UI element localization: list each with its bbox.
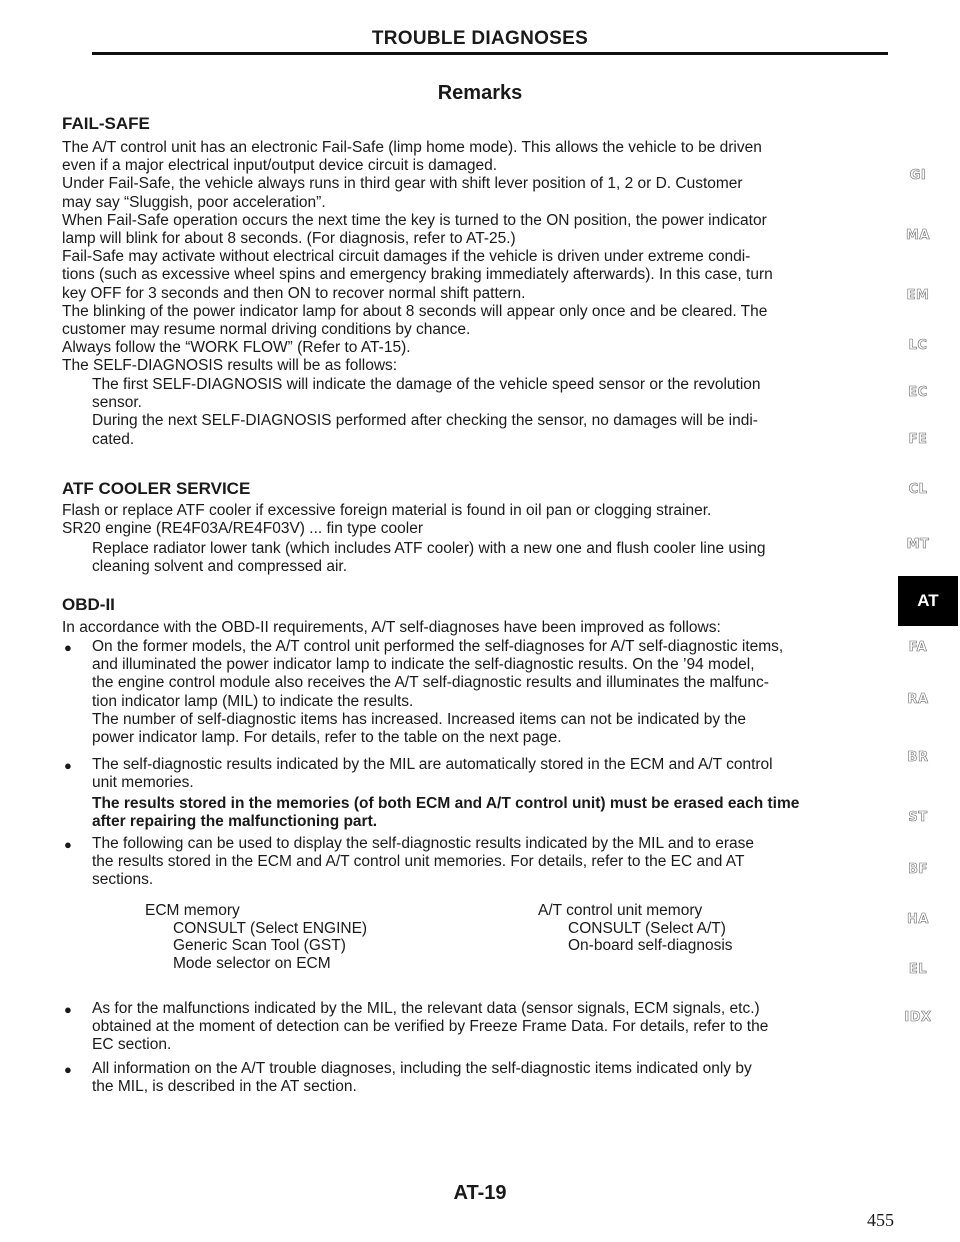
- side-tab-el[interactable]: EL: [908, 962, 928, 977]
- text-line: the results stored in the ECM and A/T control unit memories. For details, refer to the EC and AT: [92, 853, 745, 871]
- side-tab-idx[interactable]: IDX: [904, 1010, 932, 1025]
- text-line: power indicator lamp. For details, refer to the table on the next page.: [92, 729, 562, 747]
- side-tab-lc[interactable]: LC: [908, 338, 928, 353]
- column-heading: A/T control unit memory: [538, 902, 703, 919]
- text-line: customer may resume normal driving conditions by chance.: [62, 321, 471, 339]
- page-header-title: TROUBLE DIAGNOSES: [371, 28, 589, 49]
- obd2-bullet-1: [92, 638, 895, 747]
- text-line: The blinking of the power indicator lamp for about 8 seconds will appear only once and be cleared. The: [62, 302, 768, 320]
- side-tab-ma[interactable]: MA: [906, 228, 930, 243]
- atf-cooler-body: [62, 502, 895, 538]
- text-line: The SELF-DIAGNOSIS results will be as follows:: [62, 357, 398, 375]
- text-line: During the next SELF-DIAGNOSIS performed after checking the sensor, no damages will be indi-: [92, 412, 758, 430]
- side-tab-mt[interactable]: MT: [906, 537, 930, 552]
- text-line: The number of self-diagnostic items has increased. Increased items can not be indicated by the: [92, 710, 746, 728]
- side-tab-fe[interactable]: FE: [908, 432, 928, 447]
- column-item: Mode selector on ECM: [173, 954, 331, 972]
- footer-page-code: AT-19: [453, 1182, 507, 1204]
- text-line: even if a major electrical input/output device circuit is damaged.: [62, 157, 498, 175]
- text-line: Fail-Safe may activate without electrical circuit damages if the vehicle is driven under extreme condi-: [62, 248, 751, 266]
- text-line: Flash or replace ATF cooler if excessive foreign material is found in oil pan or clogging strainer.: [62, 502, 712, 519]
- text-line: The following can be used to display the self-diagnostic results indicated by the MIL and to erase: [92, 835, 755, 852]
- text-line: On the former models, the A/T control unit performed the self-diagnoses for A/T self-diagnostic items,: [92, 638, 784, 655]
- text-line: Under Fail-Safe, the vehicle always runs in third gear with shift lever position of 1, 2 or D. Customer: [62, 175, 743, 193]
- side-tab-gi[interactable]: GI: [909, 168, 927, 183]
- text-line: All information on the A/T trouble diagnoses, including the self-diagnostic items indicated only by: [92, 1060, 752, 1077]
- text-line: the MIL, is described in the AT section.: [92, 1078, 357, 1096]
- column-item: CONSULT (Select A/T): [568, 919, 726, 937]
- side-tab-ra[interactable]: RA: [907, 692, 929, 707]
- bullet-icon: ●: [64, 640, 72, 655]
- side-tab-bf[interactable]: BF: [908, 862, 928, 877]
- bullet-icon: ●: [64, 1002, 72, 1017]
- text-line: The self-diagnostic results indicated by the MIL are automatically stored in the ECM and A/T control: [92, 756, 773, 773]
- side-tab-fa[interactable]: FA: [908, 640, 928, 655]
- side-tab-cl[interactable]: CL: [908, 482, 928, 497]
- text-line: sections.: [92, 871, 154, 889]
- side-tab-em[interactable]: EM: [906, 288, 930, 303]
- text-line: lamp will blink for about 8 seconds. (For diagnosis, refer to AT-25.): [62, 230, 516, 248]
- header-rule: [92, 52, 888, 55]
- bullet-icon: ●: [64, 1062, 72, 1077]
- atf-cooler-indent: [92, 540, 895, 576]
- obd2-bold-note: [92, 795, 895, 831]
- text-line: after repairing the malfunctioning part.: [92, 813, 378, 831]
- text-line: the engine control module also receives the A/T self-diagnostic results and illuminates the malfunc-: [92, 674, 769, 692]
- side-tab-st[interactable]: ST: [908, 810, 928, 825]
- at-memory-column: [538, 902, 733, 955]
- text-line: As for the malfunctions indicated by the MIL, the relevant data (sensor signals, ECM signals, etc.): [92, 1000, 760, 1017]
- text-line: Replace radiator lower tank (which includes ATF cooler) with a new one and flush cooler line using: [92, 540, 766, 557]
- text-line: When Fail-Safe operation occurs the next time the key is turned to the ON position, the power indicator: [62, 211, 767, 229]
- text-line: EC section.: [92, 1036, 172, 1054]
- page-number: 455: [867, 1210, 894, 1230]
- text-line: The first SELF-DIAGNOSIS will indicate the damage of the vehicle speed sensor or the revolution: [92, 376, 761, 393]
- text-line: obtained at the moment of detection can be verified by Freeze Frame Data. For details, refer to the: [92, 1018, 769, 1036]
- text-line: may say “Sluggish, poor acceleration”.: [62, 193, 326, 211]
- side-tab-br[interactable]: BR: [907, 750, 929, 765]
- text-line: and illuminated the power indicator lamp to indicate the self-diagnostic results. On the ’94 model,: [92, 656, 755, 674]
- obd2-intro: [62, 619, 895, 637]
- text-line: tions (such as excessive wheel spins and emergency braking immediately afterwards). In this case, turn: [62, 266, 773, 284]
- column-item: CONSULT (Select ENGINE): [173, 919, 368, 937]
- text-line: The results stored in the memories (of both ECM and A/T control unit) must be erased each time: [92, 795, 800, 812]
- text-line: SR20 engine (RE4F03A/RE4F03V) ... fin type cooler: [62, 520, 423, 538]
- text-line: cated.: [92, 430, 135, 448]
- text-line: key OFF for 3 seconds and then ON to recover normal shift pattern.: [62, 284, 526, 302]
- text-line: The A/T control unit has an electronic Fail-Safe (limp home mode). This allows the vehicle to be driven: [62, 139, 762, 156]
- obd2-heading: OBD-II: [62, 595, 115, 614]
- column-item: Generic Scan Tool (GST): [173, 937, 346, 954]
- side-tab-ec[interactable]: EC: [908, 385, 928, 400]
- fail-safe-body: [62, 139, 895, 376]
- text-line: cleaning solvent and compressed air.: [92, 558, 348, 576]
- obd2-bullet-3: [92, 835, 895, 890]
- text-line: sensor.: [92, 394, 142, 412]
- column-heading: ECM memory: [145, 902, 240, 919]
- obd2-bullet-4: [92, 1000, 895, 1055]
- fail-safe-heading: FAIL-SAFE: [62, 114, 150, 133]
- fail-safe-indent: [92, 376, 895, 449]
- bullet-icon: ●: [64, 837, 72, 852]
- text-line: In accordance with the OBD-II requirements, A/T self-diagnoses have been improved as follows:: [62, 619, 721, 636]
- side-tab-at-active[interactable]: AT: [898, 576, 958, 626]
- remarks-title: Remarks: [437, 82, 523, 104]
- ecm-memory-column: [145, 902, 367, 972]
- text-line: tion indicator lamp (MIL) to indicate the results.: [92, 692, 414, 710]
- side-tab-ha[interactable]: HA: [907, 912, 929, 927]
- text-line: unit memories.: [92, 774, 194, 792]
- column-item: On-board self-diagnosis: [568, 937, 733, 954]
- atf-cooler-heading: ATF COOLER SERVICE: [62, 479, 251, 498]
- obd2-bullet-2: [92, 756, 895, 792]
- obd2-bullet-5: [92, 1060, 895, 1096]
- text-line: Always follow the “WORK FLOW” (Refer to AT-15).: [62, 339, 411, 357]
- bullet-icon: ●: [64, 758, 72, 773]
